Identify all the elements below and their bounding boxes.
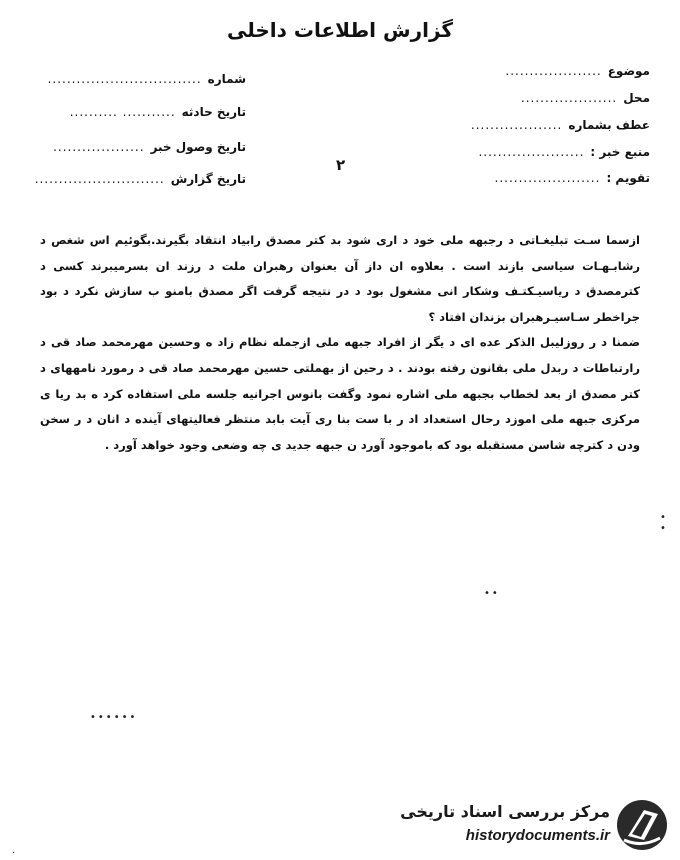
field-blank: ...........................: [34, 172, 165, 186]
field-label: تاریخ حادثه: [181, 105, 246, 119]
body-paragraph: ازسما سـت تبلیغـاتی د رجبهه ملی خود د اری شود بد کتر مصدق رابیاد انتقاد بگیرند.بگوئیم اس شغص د رشابـهـات سیاسی بازند است . بعلاوه ان داز آن بعنوان رهبران ملت د رزند ان بسرمیبرند کسی د کترمصدق د ریاسیـکتـف وشکار انی مشغول بود د در نتیجه گرفت اگر مصدق بامنو ب سازش نکرد د بود جراخطر سـاسیـرهبران بزندان افتاد ؟: [40, 233, 640, 324]
field-blank: ....................: [505, 64, 602, 78]
report-body: [40, 228, 640, 458]
field-report-date: [35, 172, 246, 186]
scan-speck: • •: [660, 512, 668, 534]
field-location: [521, 91, 650, 105]
field-blank: ......................: [478, 145, 585, 159]
field-blank: ...................: [53, 140, 145, 154]
archive-logo-icon: [614, 798, 670, 852]
field-blank: .......... ...........: [69, 105, 176, 119]
field-blank: ....................: [520, 91, 618, 105]
field-subject: [505, 64, 650, 78]
page-number: ۲: [336, 156, 346, 174]
field-label: منبع خبر :: [590, 145, 650, 159]
field-label: محل: [623, 91, 650, 105]
field-blank: ...................: [470, 118, 563, 132]
field-source: [478, 145, 650, 159]
scan-speck: ••: [484, 588, 500, 599]
field-blank: ................................: [47, 72, 202, 86]
field-label: عطف بشماره: [568, 118, 650, 132]
watermark-url: historydocuments.ir: [465, 827, 610, 844]
field-blank: ......................: [494, 171, 601, 185]
field-label: موضوع: [607, 64, 650, 78]
field-label: تاریخ گزارش: [170, 172, 246, 186]
scan-speck: ·: [12, 848, 18, 859]
field-label: شماره: [207, 72, 246, 86]
field-reference: [471, 118, 650, 132]
watermark-name: مرکز بررسی اسناد تاریخی: [400, 802, 610, 821]
field-received-date: [53, 140, 246, 154]
field-label: تاریخ وصول خبر: [150, 140, 246, 154]
body-paragraph: ضمنا د ر روزلیبل الذکر عده ای د یگر از افراد جبهه ملی ازجمله نظام زاد ه وحسین مهرمحمد صاد قی د رارتباطات د ربدل ملی بقانون رفته بودند . د رحین از بهملتی حسین مهرمحمد صاد قی د رمورد نامههای د کتر مصدق از بعد لخطاب بجبهه ملی اشاره نمود وگفت بانوس اجرانیه جلسه ملی استفاده کرد ه بد ریا ی مرکزی جبهه ملی اموزد رحال استعداد اد ر با ست بنا ری آیت بابد منتظر فعالیتهای آینده د انان د ر سخن ودن د کترچه شاسن مستقبله بود که باموجود آورد ن جبهه جدید ی چه وضعی وجود خواهد آورد .: [40, 335, 640, 452]
scan-speck: ••••••: [90, 712, 138, 723]
report-title: گزارش اطلاعات داخلی: [226, 18, 454, 42]
field-number: [48, 72, 246, 86]
watermark-logo: [394, 796, 674, 854]
field-incident-date: [70, 105, 246, 119]
field-label: تقویم :: [606, 171, 650, 185]
field-assessment: [495, 171, 650, 185]
